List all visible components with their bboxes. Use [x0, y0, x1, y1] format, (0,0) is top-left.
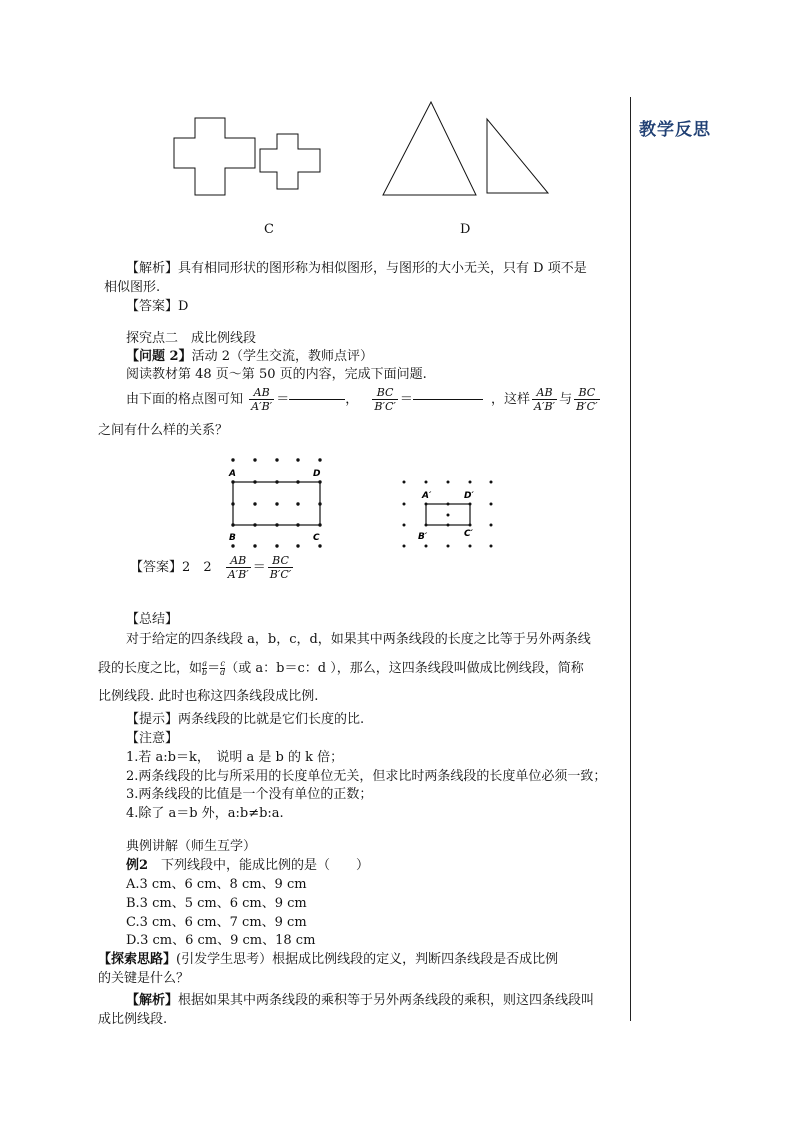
fraction-bc-answer: $\frac{BC}{B'C'}$: [269, 554, 292, 581]
fraction-bc: $\frac{BC}{B'C'}$: [374, 386, 396, 413]
option-a: A.3 cm、6 cm、8 cm、9 cm: [126, 877, 307, 892]
analysis-2-line-2: 成比例线段.: [98, 1012, 168, 1027]
section-2-title: 探究点二 成比例线段: [126, 331, 257, 346]
small-fraction-cd: $\frac{c}{d}$: [220, 659, 226, 677]
sidebar-title: 教学反思: [639, 120, 711, 140]
summary-line-2b: （或 a：b＝c：d ），那么，这四条线段叫做成比例线段，简称: [225, 661, 584, 676]
answer-tag: 【答案】: [130, 560, 183, 575]
shape-figures: [160, 95, 560, 205]
example-label: 例2: [126, 858, 149, 873]
and-text: 与: [559, 392, 573, 407]
equals-sign: ＝: [399, 392, 413, 407]
question-2: [126, 349, 373, 365]
explore-text: (引发学生思考）根据成比例线段的定义，判断四条线段是否成比例: [176, 952, 559, 967]
grid-intro: 由下面的格点图可知: [126, 392, 244, 407]
answer-value-2: 2: [203, 560, 212, 575]
figure-label-c: C: [264, 222, 274, 237]
example-heading: 典例讲解（师生互学）: [126, 839, 257, 854]
label-c: C: [313, 533, 320, 543]
label-a-prime: A′: [422, 491, 432, 501]
label-b: B: [229, 533, 236, 543]
answer-blank-2[interactable]: [413, 399, 483, 400]
grid-dots-right: [403, 481, 493, 548]
analysis-1-line-1: [126, 261, 587, 277]
comma: ，: [345, 392, 359, 407]
read-instruction: 阅读教材第 48 页～第 50 页的内容，完成下面问题.: [126, 367, 427, 382]
question-tag: 【问题 2】: [126, 349, 192, 364]
question-text: 活动 2（学生交流，教师点评）: [191, 349, 373, 364]
explore-tag: 【探索思路】: [98, 952, 177, 967]
analysis-2-text: 根据如果其中两条线段的乘积等于另外两条线段的乘积，则这四条线段叫: [178, 993, 595, 1008]
answer-value-1: 2: [182, 560, 191, 575]
column-divider: [630, 97, 631, 1021]
answer-1: [126, 299, 188, 315]
small-cross-shape: [260, 134, 320, 189]
fraction-ab-answer: $\frac{AB}{A'B'}$: [227, 554, 249, 581]
label-a: A: [229, 469, 236, 479]
answer-2: [130, 554, 295, 581]
grid-figures: [222, 452, 512, 552]
fraction-bc-2: $\frac{BC}{B'C'}$: [576, 386, 598, 413]
grid-dots-left: [231, 458, 321, 547]
answer-value: D: [178, 299, 189, 314]
equals-sign: ＝: [276, 392, 290, 407]
hint-text: 两条线段的比就是它们长度的比.: [178, 712, 365, 727]
label-d-prime: D′: [464, 491, 474, 501]
summary-line-2a: 段的长度之比，如: [98, 661, 203, 676]
option-d: D.3 cm、6 cm、9 cm、18 cm: [126, 933, 316, 948]
large-cross-shape: [174, 118, 255, 195]
fraction-ab-2: $\frac{AB}{A'B'}$: [534, 386, 556, 413]
note-2: 2.两条线段的比与所采用的长度单位无关，但求比时两条线段的长度单位必须一致；: [126, 769, 607, 784]
label-d: D: [313, 469, 321, 479]
summary-tag: 【总结】: [126, 612, 179, 627]
relation-question: 之间有什么样的关系？: [98, 423, 229, 438]
summary-line-3: 比例线段. 此时也称这四条线段成比例.: [98, 689, 319, 704]
large-triangle-shape: [383, 102, 476, 195]
answer-tag: 【答案】: [126, 299, 179, 314]
notes-tag: 【注意】: [126, 731, 179, 746]
label-b-prime: B′: [418, 532, 428, 542]
answer-blank-1[interactable]: [289, 399, 345, 400]
figure-label-d: D: [460, 222, 471, 237]
ratio-question-line: [126, 386, 602, 413]
hint-tag: 【提示】: [126, 712, 179, 727]
analysis-1-line-2: 相似图形.: [104, 280, 161, 295]
example-text: 下列线段中，能成比例的是（ ）: [148, 858, 370, 873]
note-4: 4.除了 a＝b 外，a:b≠b:a.: [126, 806, 284, 821]
option-c: C.3 cm、6 cm、7 cm、9 cm: [126, 915, 307, 930]
then-text: ，这样: [491, 392, 531, 407]
label-c-prime: C′: [464, 529, 473, 539]
summary-line-2: 段的长度之比，如 $\frac{a}{b}$ ＝ $\frac{c}{d}$ （或 a：b＝c：d ），那么，这四条线段叫做成比例线段，简称: [98, 659, 584, 677]
summary-line-1: 对于给定的四条线段 a，b，c，d，如果其中两条线段的长度之比等于另外两条线: [126, 632, 591, 647]
note-3: 3.两条线段的比值是一个没有单位的正数；: [126, 787, 373, 802]
equals-sign: ＝: [252, 560, 266, 575]
analysis-2-line-1: [126, 993, 594, 1009]
hint: [126, 712, 364, 728]
option-b: B.3 cm、5 cm、6 cm、9 cm: [126, 896, 307, 911]
explore-line-2: 的关键是什么？: [98, 971, 190, 986]
note-1: 1.若 a:b＝k， 说明 a 是 b 的 k 倍；: [126, 750, 344, 765]
right-triangle-shape: [487, 119, 548, 193]
explore-line-1: [98, 952, 558, 968]
analysis-tag: 【解析】: [126, 261, 179, 276]
analysis-2-tag: 【解析】: [126, 993, 179, 1008]
example-question: [126, 858, 369, 874]
analysis-text: 具有相同形状的图形称为相似图形，与图形的大小无关，只有 D 项不是: [178, 261, 587, 276]
fraction-ab: $\frac{AB}{A'B'}$: [251, 386, 273, 413]
small-fraction-ab: $\frac{a}{b}$: [202, 659, 208, 677]
